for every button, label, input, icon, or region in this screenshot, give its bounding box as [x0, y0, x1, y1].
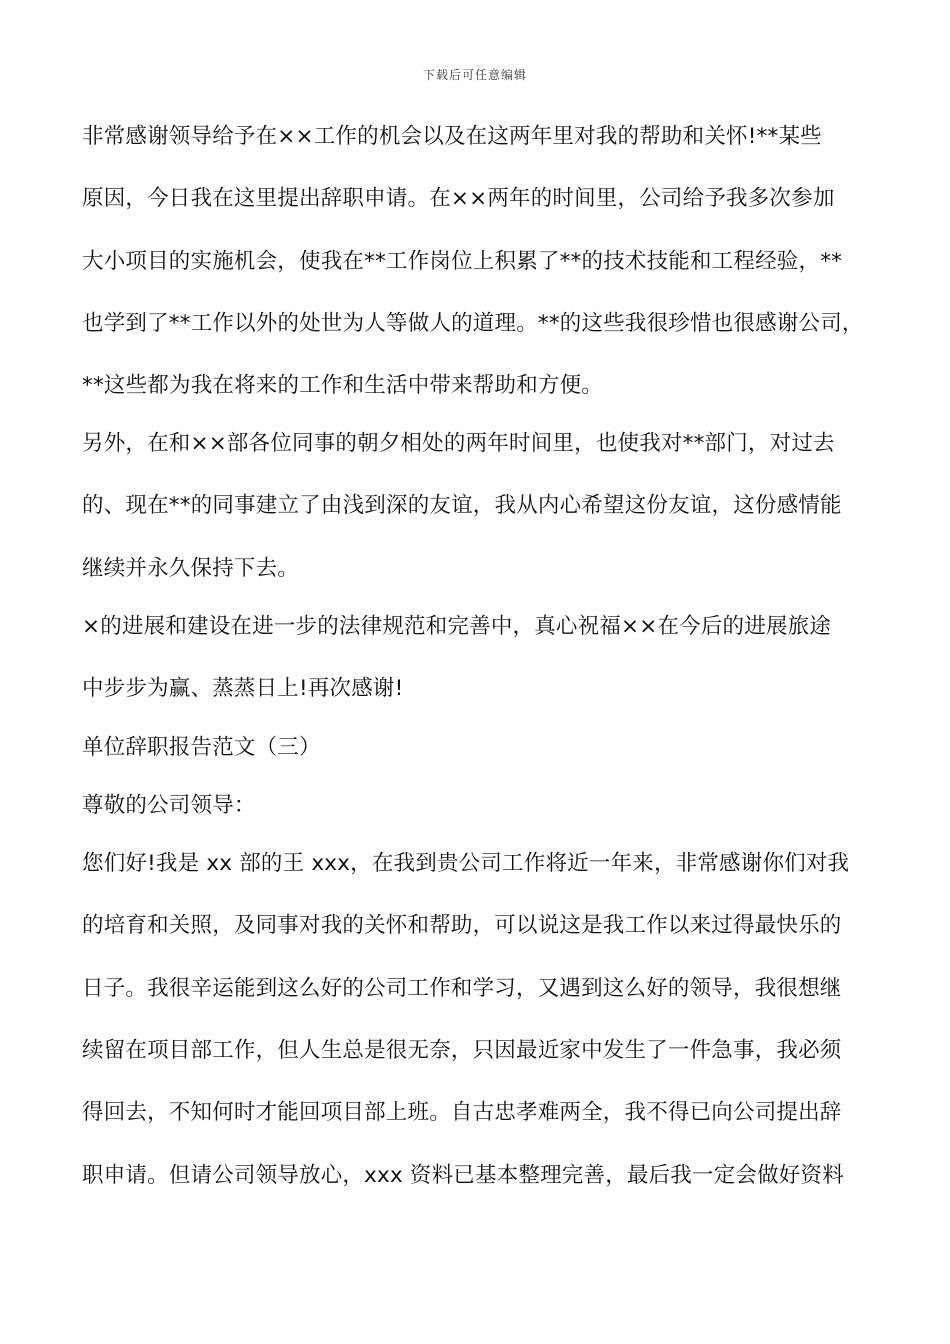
paragraph-line: 原因，今日我在这里提出辞职申请。在××两年的时间里，公司给予我多次参加 [82, 186, 835, 211]
paragraph-line: 续留在项目部工作，但人生总是很无奈，只因最近家中发生了一件急事，我必须 [82, 1038, 842, 1063]
paragraph-line: 大小项目的实施机会，使我在**工作岗位上积累了**的技术技能和工程经验，** [82, 249, 843, 274]
page-header: 下载后可任意编辑 [422, 68, 527, 82]
paragraph-line: 也学到了**工作以外的处世为人等做人的道理。**的这些我很珍惜也很感谢公司， [82, 311, 864, 336]
paragraph-line: 另外，在和××部各位同事的朝夕相处的两年时间里，也使我对**部门，对过去 [82, 431, 835, 456]
salutation: 尊敬的公司领导： [82, 793, 256, 818]
paragraph-line: 的、现在**的同事建立了由浅到深的友谊，我从内心希望这份友谊，这份感情能 [82, 493, 842, 518]
paragraph-line: 您们好!我是 xx 部的王 xxx，在我到贵公司工作将近一年来，非常感谢你们对我 [82, 851, 850, 876]
section-heading: 单位辞职报告范文（三） [82, 735, 321, 760]
paragraph-line: 非常感谢领导给予在××工作的机会以及在这两年里对我的帮助和关怀!**某些 [82, 124, 822, 149]
paragraph-line: 中步步为赢、蒸蒸日上!再次感谢! [82, 676, 404, 701]
paragraph-line: 日子。我很辛运能到这么好的公司工作和学习，又遇到这么好的领导，我很想继 [82, 976, 842, 1001]
paragraph-line: 的培育和关照，及同事对我的关怀和帮助，可以说这是我工作以来过得最快乐的 [82, 913, 842, 938]
paragraph-line: 得回去，不知何时才能回项目部上班。自古忠孝难两全，我不得已向公司提出辞 [82, 1100, 842, 1125]
paragraph-line: 继续并永久保持下去。 [82, 556, 300, 581]
paragraph-line: ×的进展和建设在进一步的法律规范和完善中，真心祝福××在今后的进展旅途 [82, 614, 832, 639]
paragraph-line: **这些都为我在将来的工作和生活中带来帮助和方便。 [82, 373, 604, 398]
paragraph-line: 职申请。但请公司领导放心，xxx 资料已基本整理完善，最后我一定会做好资料 [82, 1163, 844, 1188]
